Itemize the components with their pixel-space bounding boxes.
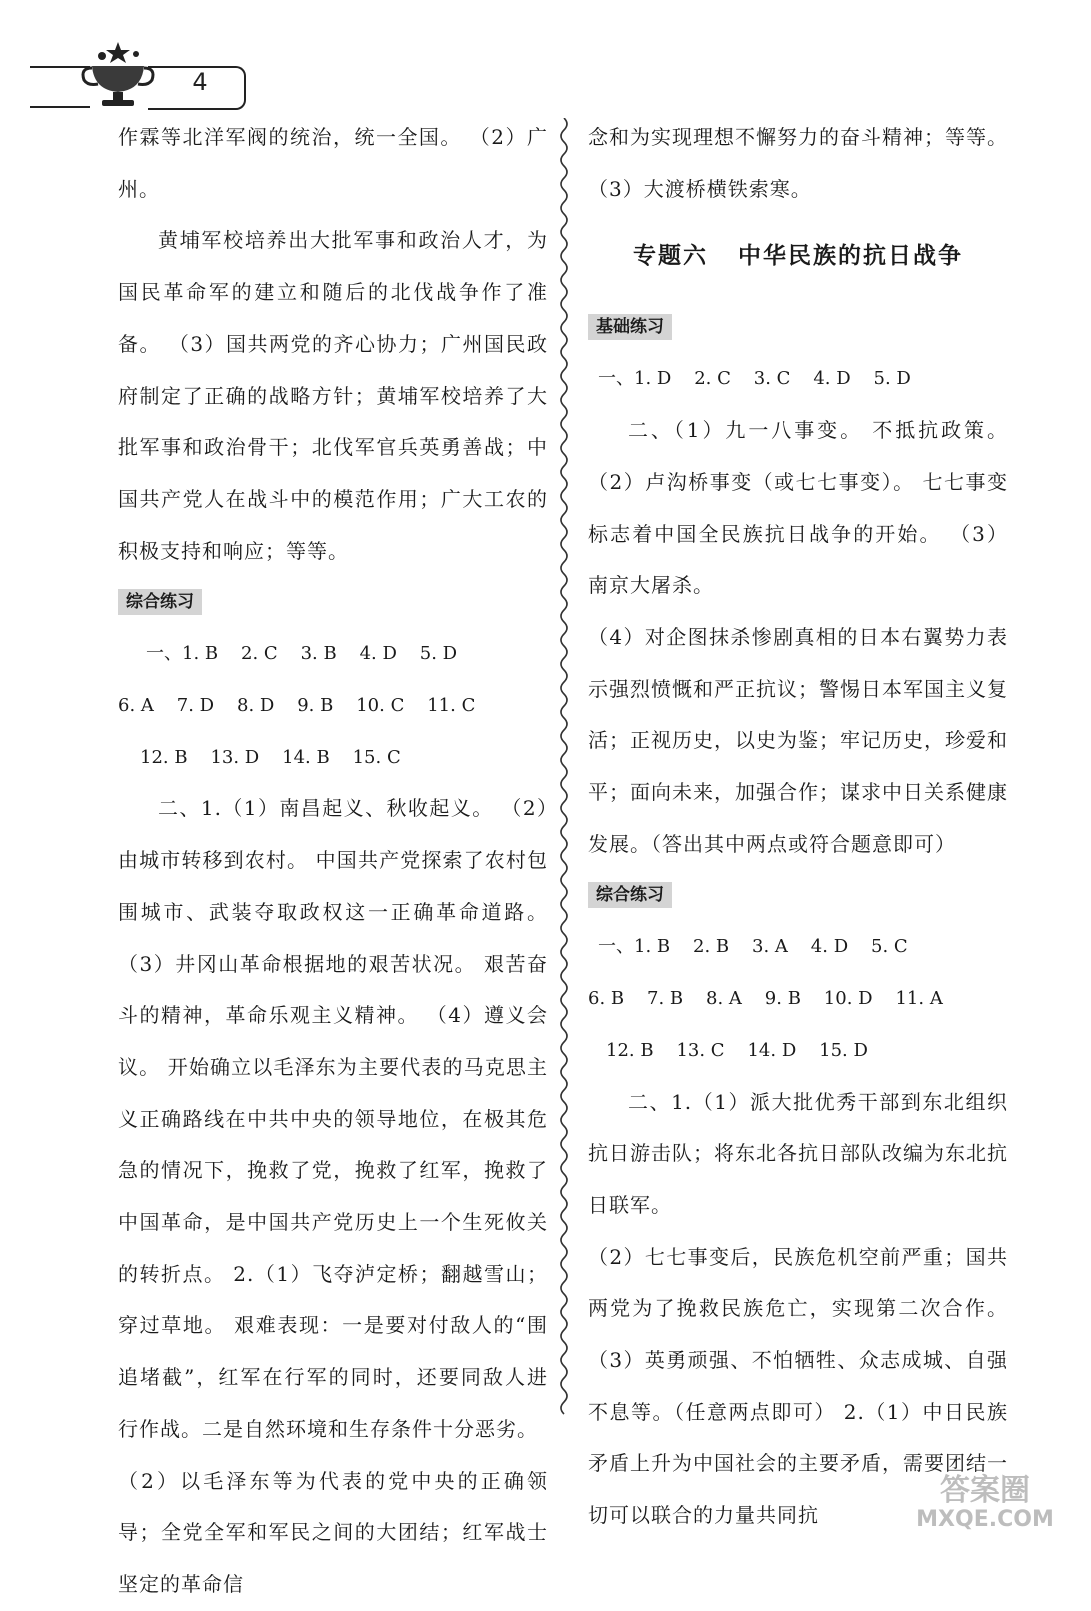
left-column — [118, 112, 548, 1611]
watermark-logo — [890, 1468, 1080, 1532]
comp-answer-row-3: 12. B 13. C 14. D 15. D — [606, 1039, 868, 1061]
column-divider — [556, 118, 572, 1418]
right-paragraph-2: （3）大渡桥横铁索寒。 — [588, 176, 812, 201]
comp-answer-row-2: 6. B 7. B 8. A 9. B 10. D 11. A — [588, 988, 943, 1010]
section-label-comprehensive-right: 综合练习 — [588, 882, 672, 908]
comp-answer-row-1: 一、1. B 2. B 3. A 4. D 5. C — [598, 936, 908, 958]
answer-row-3: 12. B 13. D 14. B 15. C — [140, 746, 401, 768]
right-paragraph-5: 二、1.（1）派大批优秀干部到东北组织抗日游击队；将东北各抗日部队改编为东北抗日联军。 — [588, 1089, 1008, 1217]
left-paragraph-4: （2）以毛泽东等为代表的党中央的正确领导；全党全军和军民之间的大团结；红军战士坚定的革命信 — [118, 1468, 548, 1596]
right-paragraph-1: 念和为实现理想不懈努力的奋斗精神；等等。 — [588, 125, 1008, 149]
page-number: 4 — [192, 68, 208, 96]
topic-title — [588, 237, 1008, 270]
right-paragraph-4: （4）对企图抹杀惨剧真相的日本右翼势力表示强烈愤慨和严正抗议；警惕日本军国主义复活；正视历史，以史为鉴；牢记历史，珍爱和平；面向未来，加强合作；谋求中日关系健康发展。（答出其中两点或符合题意即可） — [588, 624, 1008, 856]
right-paragraph-6: （2）七七事变后，民族危机空前严重；国共两党为了挽救民族危亡，实现第二次合作。 （3）英勇顽强、不怕牺牲、众志成城、自强不息等。（任意两点即可） 2.（1）中日民族矛盾上升为中国社会的主要矛盾，需要团结一切可以联合的力量共同抗 — [588, 1244, 1008, 1528]
trophy-icon — [78, 38, 158, 110]
right-column — [588, 112, 1008, 1542]
section-label-basic: 基础练习 — [588, 314, 672, 340]
basic-answer-row-1: 一、1. D 2. C 3. C 4. D 5. D — [598, 368, 911, 390]
answer-row-2: 6. A 7. D 8. D 9. B 10. C 11. C — [118, 695, 476, 717]
page-header — [30, 38, 230, 108]
svg-text:答案圈: 答案圈 — [940, 1473, 1030, 1508]
svg-text:MXQE.COM: MXQE.COM — [916, 1507, 1054, 1532]
left-paragraph-1: 作霖等北洋军阀的统治，统一全国。 （2）广州。 — [118, 125, 548, 201]
answer-row-1: 一、1. B 2. C 3. B 4. D 5. D — [146, 643, 458, 665]
topic-name: 中华民族的抗日战争 — [738, 243, 963, 270]
right-paragraph-3: 二、（1）九一八事变。 不抵抗政策。 （2）卢沟桥事变（或七七事变）。 七七事变标志着中国全民族抗日战争的开始。 （3）南京大屠杀。 — [588, 418, 1008, 598]
left-paragraph-2: 黄埔军校培养出大批军事和政治人才，为国民革命军的建立和随后的北伐战争作了准备。 （3）国共两党的齐心协力；广州国民政府制定了正确的战略方针；黄埔军校培养了大批军事和政治骨干；北伐军官兵英勇善战；中国共产党人在战斗中的模范作用；广大工农的积极支持和响应；等等。 — [118, 228, 548, 563]
left-paragraph-3: 二、1.（1）南昌起义、秋收起义。 （2）由城市转移到农村。 中国共产党探索了农村包围城市、武装夺取政权这一正确革命道路。 （3）井冈山革命根据地的艰苦状况。 艰苦奋斗的精神，革命乐观主义精神。 （4）遵义会议。 开始确立以毛泽东为主要代表的马克思主义正确路线在中共中央的领导地位，在极其危急的情况下，挽救了党，挽救了红军，挽救了中国革命，是中国共产党历史上一个生死攸关的转折点。 2.（1）飞夺泸定桥；翻越雪山；穿过草地。 艰难表现：一是要对付敌人的“围追堵截”，红军在行军的同时，还要同敌人进行作战。二是自然环境和生存条件十分恶劣。 — [118, 796, 548, 1441]
topic-prefix: 专题六 — [633, 243, 708, 270]
section-label-comprehensive: 综合练习 — [118, 589, 202, 615]
